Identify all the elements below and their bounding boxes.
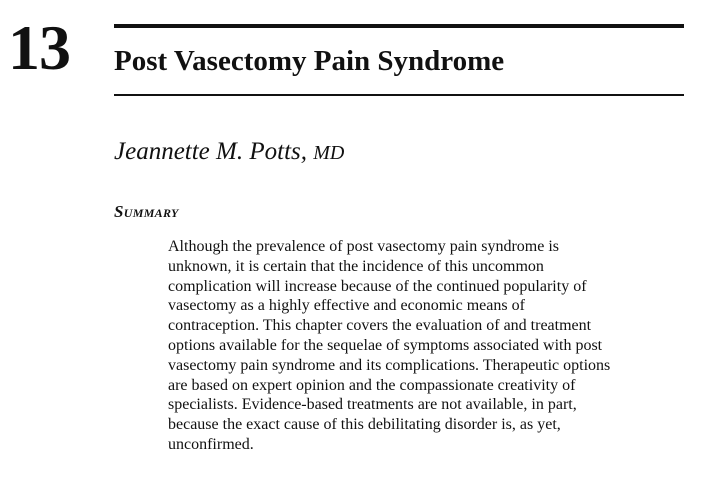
author-degree: MD — [313, 142, 345, 164]
summary-line: unconfirmed. — [168, 435, 254, 453]
chapter-number: 13 — [8, 12, 70, 83]
summary-line: Although the prevalence of post vasectomy pain syndrome is — [168, 238, 560, 255]
summary-line: specialists. Evidence-based treatments are not available, in part, — [168, 396, 577, 414]
summary-text — [168, 237, 684, 455]
summary-line: vasectomy pain syndrome and its complications. Therapeutic options — [168, 356, 611, 374]
author-line — [114, 138, 344, 166]
summary-line: contraception. This chapter covers the evaluation of and treatment — [168, 317, 592, 335]
summary-heading: Summary — [114, 202, 179, 221]
summary-line: options available for the sequelae of symptoms associated with post — [168, 336, 603, 354]
header-rule-bottom — [114, 94, 684, 96]
header-rule-top — [114, 24, 684, 28]
summary-line: complication will increase because of the continued popularity of — [168, 277, 587, 295]
author-name: Jeannette M. Potts, — [114, 138, 307, 165]
summary-line: vasectomy as a highly effective and economic means of — [168, 297, 525, 315]
summary-line: because the exact cause of this debilitating disorder is, as yet, — [168, 416, 561, 434]
chapter-title: Post Vasectomy Pain Syndrome — [114, 45, 505, 77]
summary-line: are based on expert opinion and the compassionate creativity of — [168, 376, 576, 394]
summary-line: unknown, it is certain that the incidence of this uncommon — [168, 257, 544, 275]
